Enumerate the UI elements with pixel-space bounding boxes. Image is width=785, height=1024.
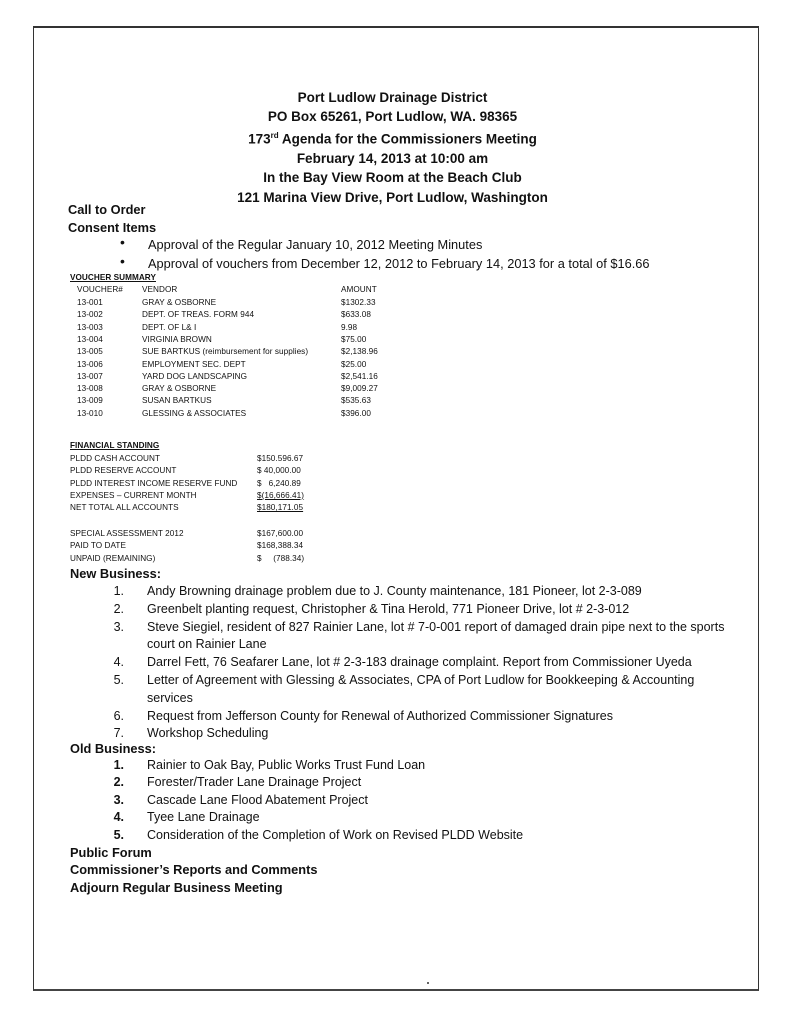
voucher-amount: $1302.33 [341, 298, 376, 307]
voucher-amount: $633.08 [341, 310, 371, 320]
bullet-icon: • [120, 253, 125, 269]
voucher-number: 13-001 [77, 298, 103, 307]
account-value: $ 6,240.89 [257, 478, 301, 488]
new-business-item: Letter of Agreement with Glessing & Associates, CPA of Port Ludlow for Bookkeeping & Accounting [147, 673, 695, 687]
voucher-number: 13-002 [77, 310, 103, 320]
voucher-amount: $2,138.96 [341, 347, 378, 357]
adjourn-heading: Adjourn Regular Business Meeting [70, 880, 283, 895]
old-business-item: Consideration of the Completion of Work on Revised PLDD Website [147, 827, 524, 842]
meeting-location: In the Bay View Room at the Beach Club [263, 170, 522, 186]
item-number: 7. [113, 726, 124, 741]
new-business-item: Workshop Scheduling [147, 726, 269, 741]
voucher-amount: $25.00 [341, 359, 367, 369]
item-number: 5. [113, 673, 124, 687]
agenda-title [0, 126, 785, 149]
voucher-number: 13-010 [77, 408, 103, 418]
assessment-value: $168,388.34 [257, 541, 304, 551]
voucher-vendor: GRAY & OSBORNE [142, 384, 217, 394]
item-number: 2. [113, 775, 124, 790]
account-value: $(16,666.41) [257, 490, 305, 500]
item-number: 2. [113, 601, 124, 616]
voucher-vendor: DEPT. OF TREAS. FORM 944 [142, 310, 255, 320]
financial-standing-heading: FINANCIAL STANDING [70, 441, 160, 450]
account-label: EXPENSES – CURRENT MONTH [70, 490, 197, 500]
new-business-item: Steve Siegiel, resident of 827 Rainier Lane, lot # 7-0-001 report of damaged drain pipe next to the sports [147, 619, 725, 634]
old-business-item: Rainier to Oak Bay, Public Works Trust Fund Loan [147, 758, 426, 772]
column-header-amount: AMOUNT [341, 285, 377, 294]
scan-speck [427, 982, 429, 984]
item-number: 1. [113, 758, 124, 772]
agenda-title-text: Agenda for the Commissioners Meeting [278, 131, 537, 147]
voucher-amount: 9.98 [341, 322, 358, 332]
assessment-label: PAID TO DATE [70, 541, 126, 551]
item-number: 6. [113, 708, 124, 723]
voucher-vendor: EMPLOYMENT SEC. DEPT [142, 359, 246, 369]
voucher-number: 13-008 [77, 384, 103, 394]
account-label: NET TOTAL ALL ACCOUNTS [70, 503, 179, 513]
column-header-vendor: VENDOR [142, 285, 178, 294]
account-value: $180,171.05 [257, 503, 304, 513]
bullet-icon: • [120, 234, 125, 250]
meeting-street: 121 Marina View Drive, Port Ludlow, Washington [237, 189, 548, 205]
item-number: 1. [113, 584, 124, 598]
voucher-number: 13-005 [77, 347, 103, 357]
voucher-number: 13-006 [77, 359, 103, 369]
old-business-item: Cascade Lane Flood Abatement Project [147, 792, 368, 807]
voucher-vendor: YARD DOG LANDSCAPING [142, 371, 248, 381]
commissioner-reports-heading: Commissioner’s Reports and Comments [70, 862, 318, 877]
assessment-value: $ (788.34) [257, 553, 305, 563]
new-business-item: court on Rainier Lane [147, 637, 267, 652]
consent-item: Approval of vouchers from December 12, 2012 to February 14, 2013 for a total of $16.66 [148, 256, 650, 271]
consent-item: Approval of the Regular January 10, 2012 Meeting Minutes [148, 237, 483, 252]
account-value: $150.596.67 [257, 454, 304, 463]
org-name: Port Ludlow Drainage District [297, 90, 488, 105]
voucher-summary-heading: VOUCHER SUMMARY [70, 273, 156, 282]
voucher-amount: $535.63 [341, 396, 371, 406]
voucher-amount: $396.00 [341, 408, 371, 418]
voucher-amount: $9,009.27 [341, 384, 378, 394]
voucher-vendor: DEPT. OF L& I [142, 322, 197, 332]
public-forum-heading: Public Forum [70, 845, 152, 860]
old-business-item: Forester/Trader Lane Drainage Project [147, 775, 362, 790]
voucher-vendor: GRAY & OSBORNE [142, 298, 217, 307]
voucher-number: 13-007 [77, 371, 103, 381]
item-number: 3. [113, 792, 124, 807]
column-header-voucher: VOUCHER# [77, 285, 123, 294]
item-number: 5. [113, 827, 124, 842]
assessment-value: $167,600.00 [257, 529, 304, 538]
new-business-item: Request from Jefferson County for Renewal of Authorized Commissioner Signatures [147, 708, 613, 723]
old-business-item: Tyee Lane Drainage [147, 810, 260, 825]
voucher-number: 13-004 [77, 334, 103, 344]
account-label: PLDD INTEREST INCOME RESERVE FUND [70, 478, 238, 488]
consent-heading: Consent Items [68, 220, 157, 235]
voucher-number: 13-009 [77, 396, 103, 406]
new-business-item: Greenbelt planting request, Christopher & Tina Herold, 771 Pioneer Drive, lot # 2-3-012 [147, 601, 630, 616]
item-number: 4. [113, 655, 124, 670]
account-label: PLDD CASH ACCOUNT [70, 454, 161, 463]
assessment-label: UNPAID (REMAINING) [70, 553, 156, 563]
item-number: 3. [113, 619, 124, 634]
voucher-amount: $2,541.16 [341, 371, 378, 381]
assessment-label: SPECIAL ASSESSMENT 2012 [70, 529, 184, 538]
account-value: $ 40,000.00 [257, 466, 301, 476]
old-business-heading: Old Business: [70, 741, 157, 756]
voucher-amount: $75.00 [341, 334, 367, 344]
account-label: PLDD RESERVE ACCOUNT [70, 466, 177, 476]
new-business-item: Andy Browning drainage problem due to J. County maintenance, 181 Pioneer, lot 2-3-089 [147, 584, 642, 598]
new-business-item: Darrel Fett, 76 Seafarer Lane, lot # 2-3-183 drainage complaint. Report from Commissioner Uyeda [147, 655, 692, 670]
voucher-vendor: VIRGINIA BROWN [142, 334, 212, 344]
org-address: PO Box 65261, Port Ludlow, WA. 98365 [267, 109, 518, 125]
new-business-item: services [147, 690, 193, 705]
call-to-order: Call to Order [68, 202, 146, 217]
agenda-number: 173 [248, 131, 271, 147]
new-business-heading: New Business: [70, 566, 162, 581]
agenda-ordinal: rd [270, 131, 279, 141]
meeting-date: February 14, 2013 at 10:00 am [296, 151, 489, 167]
voucher-vendor: SUE BARTKUS (reimbursement for supplies) [142, 347, 309, 357]
document-header [0, 88, 785, 207]
item-number: 4. [113, 810, 124, 825]
voucher-vendor: SUSAN BARTKUS [142, 396, 212, 406]
voucher-vendor: GLESSING & ASSOCIATES [142, 408, 247, 418]
voucher-number: 13-003 [77, 322, 103, 332]
